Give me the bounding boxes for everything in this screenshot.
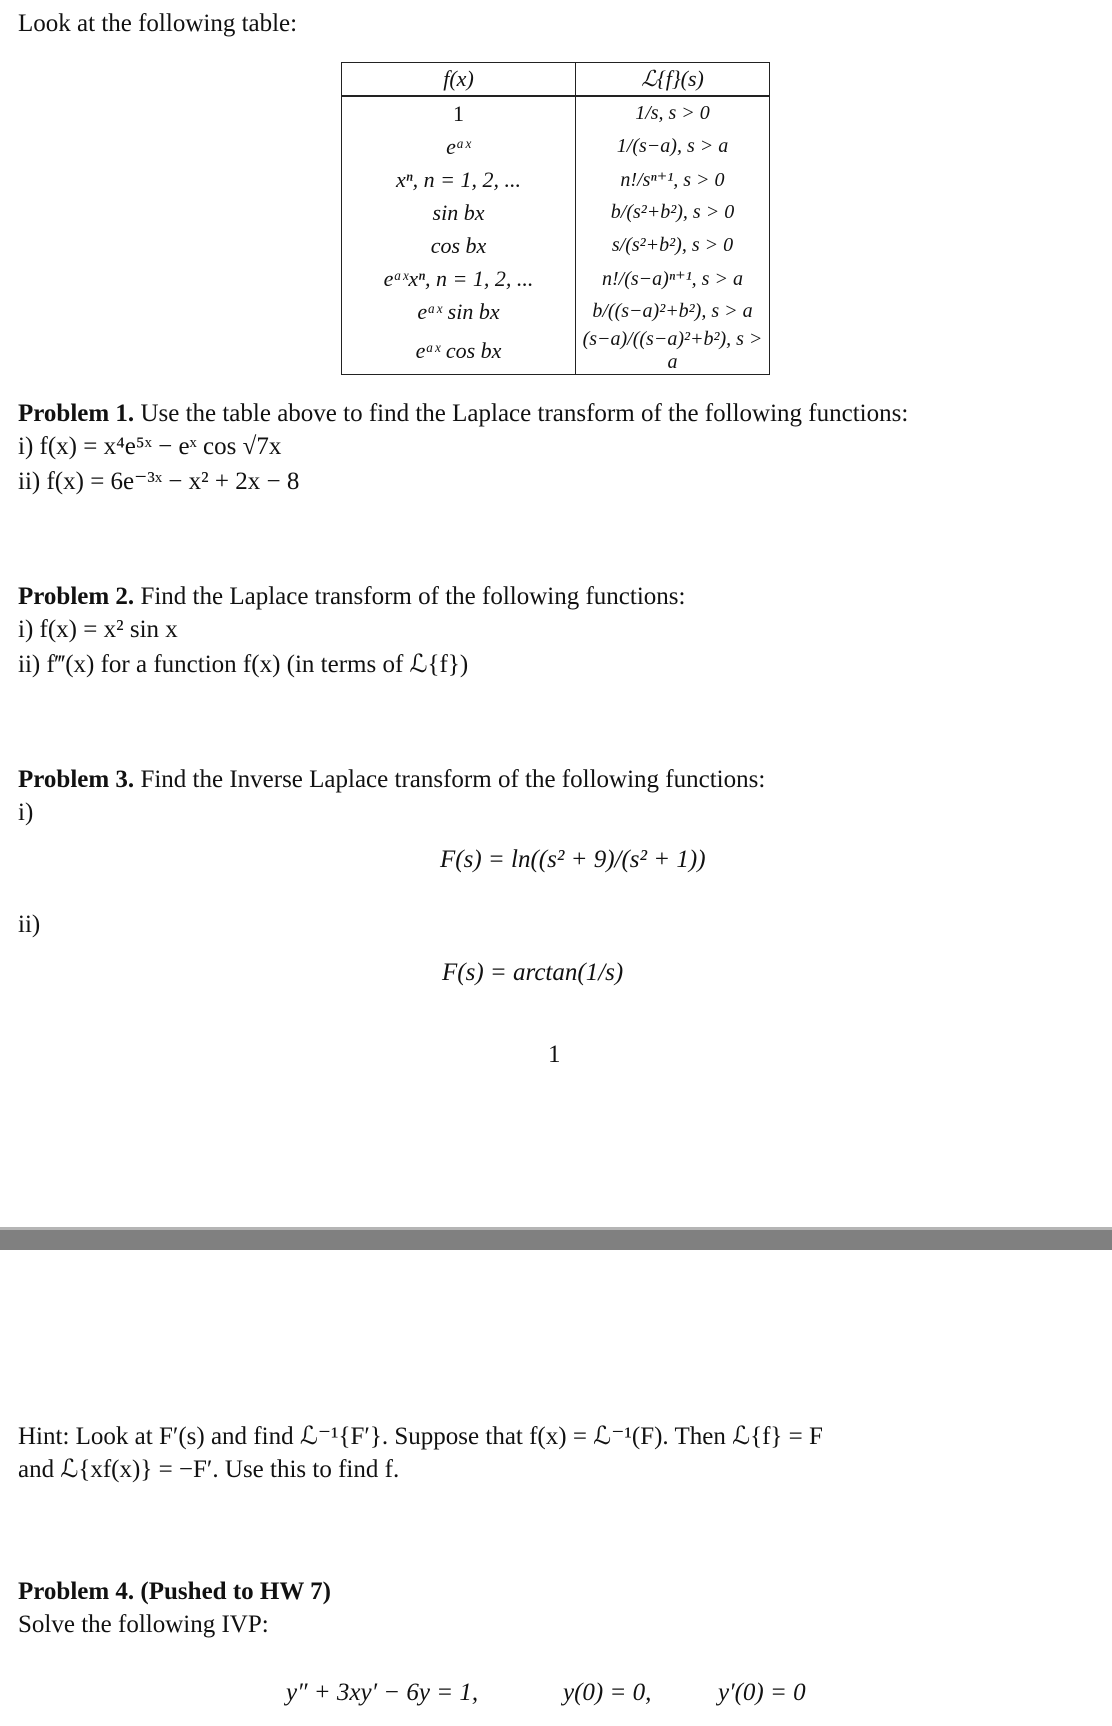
table-cell-transform: b/(s²+b²), s > 0 xyxy=(576,196,770,229)
table-row xyxy=(342,328,770,375)
problem3-equation2: F(s) = arctan(1/s) xyxy=(442,959,624,986)
table-row xyxy=(342,130,770,163)
problem3-text: Find the Inverse Laplace transform of the following functions: xyxy=(140,766,766,793)
table-row xyxy=(342,295,770,328)
problem2-text: Find the Laplace transform of the following functions: xyxy=(140,583,686,610)
table-row xyxy=(342,163,770,196)
table-header-row xyxy=(342,63,770,97)
page-break xyxy=(0,1230,1112,1250)
problem1-item2: ii) f(x) = 6e⁻³ˣ − x² + 2x − 8 xyxy=(18,468,300,495)
table-row xyxy=(342,196,770,229)
hint-line1: Hint: Look at F′(s) and find ℒ⁻¹{F′}. Suppose that f(x) = ℒ⁻¹(F). Then ℒ{f} = F xyxy=(18,1423,823,1450)
table-cell-fx: 1 xyxy=(342,96,576,130)
problem2-label: Problem 2. xyxy=(18,583,135,610)
problem3-heading xyxy=(18,766,765,794)
table-row xyxy=(342,96,770,130)
problem1-heading xyxy=(18,400,908,428)
table-cell-transform: n!/(s−a)ⁿ⁺¹, s > a xyxy=(576,262,770,295)
table-cell-transform: (s−a)/((s−a)²+b²), s > a xyxy=(576,328,770,375)
table-cell-transform: s/(s²+b²), s > 0 xyxy=(576,229,770,262)
problem2-item1: i) f(x) = x² sin x xyxy=(18,616,178,643)
table-cell-transform: n!/sⁿ⁺¹, s > 0 xyxy=(576,163,770,196)
problem3-label: Problem 3. xyxy=(18,766,135,793)
problem1-text: Use the table above to find the Laplace transform of the following functions: xyxy=(140,400,909,427)
table-cell-fx: eᵃˣ sin bx xyxy=(342,295,576,328)
hint-line2: and ℒ{xf(x)} = −F′. Use this to find f. xyxy=(18,1456,400,1483)
problem4-initial-condition-1: y(0) = 0, xyxy=(563,1679,652,1706)
table-cell-transform: 1/(s−a), s > a xyxy=(576,130,770,163)
table-cell-transform: 1/s, s > 0 xyxy=(576,96,770,130)
problem3-item2-label: ii) xyxy=(18,911,41,938)
table-header-transform: ℒ{f}(s) xyxy=(576,63,770,97)
table-row xyxy=(342,229,770,262)
problem2-item2: ii) f‴(x) for a function f(x) (in terms of ℒ{f}) xyxy=(18,651,469,678)
problem4-text: Solve the following IVP: xyxy=(18,1611,269,1638)
table-cell-fx: cos bx xyxy=(342,229,576,262)
table-cell-fx: sin bx xyxy=(342,196,576,229)
problem4-initial-condition-2: y′(0) = 0 xyxy=(718,1679,806,1706)
problem1-label: Problem 1. xyxy=(18,400,135,427)
table-cell-fx: eᵃˣ cos bx xyxy=(342,328,576,375)
problem1-item1: i) f(x) = x⁴e⁵ˣ − eˣ cos √7x xyxy=(18,433,282,460)
table-cell-fx: xⁿ, n = 1, 2, ... xyxy=(342,163,576,196)
problem4-label: Problem 4. (Pushed to HW 7) xyxy=(18,1578,331,1605)
intro-text: Look at the following table: xyxy=(18,10,298,37)
table-header-fx: f(x) xyxy=(342,63,576,97)
page-number: 1 xyxy=(548,1041,561,1068)
problem4-equation: y″ + 3xy′ − 6y = 1, xyxy=(286,1679,479,1706)
table-cell-transform: b/((s−a)²+b²), s > a xyxy=(576,295,770,328)
laplace-table xyxy=(341,62,770,375)
table-row xyxy=(342,262,770,295)
table-cell-fx: eᵃˣ xyxy=(342,130,576,163)
problem2-heading xyxy=(18,583,685,611)
problem3-equation1: F(s) = ln((s² + 9)/(s² + 1)) xyxy=(440,846,706,873)
table-cell-fx: eᵃˣxⁿ, n = 1, 2, ... xyxy=(342,262,576,295)
problem3-item1-label: i) xyxy=(18,799,34,826)
